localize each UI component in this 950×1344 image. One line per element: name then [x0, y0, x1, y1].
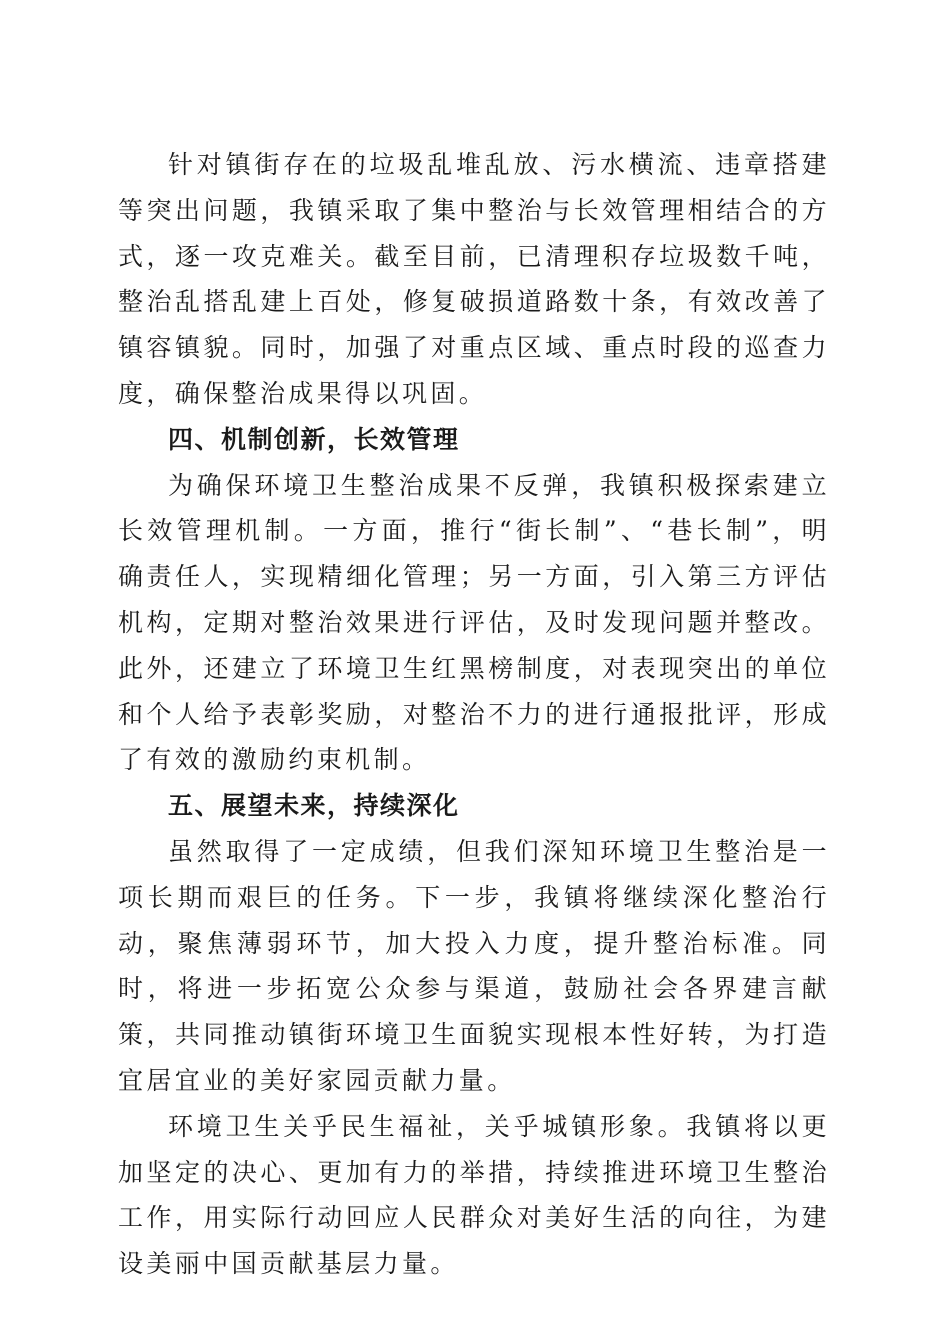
section-heading-mechanism: 四、机制创新，长效管理 — [168, 424, 460, 454]
body-paragraph-outlook: 虽然取得了一定成绩，但我们深知环境卫生整治是一项长期而艰巨的任务。下一步，我镇将继续深化整治行动，聚焦薄弱环节，加大投入力度，提升整治标准。同时，将进一步拓宽公众参与渠道，鼓励社会各界建言献策，共同推动镇街环境卫生面貌实现根本性好转，为打造宜居宜业的美好家园贡献力量。 — [118, 836, 830, 1095]
section-heading-outlook: 五、展望未来，持续深化 — [168, 791, 460, 821]
body-paragraph-mechanism: 为确保环境卫生整治成果不反弹，我镇积极探索建立长效管理机制。一方面，推行“街长制”、“巷长制”，明确责任人，实现精细化管理；另一方面，引入第三方评估机构，定期对整治效果进行评估，及时发现问题并整改。此外，还建立了环境卫生红黑榜制度，对表现突出的单位和个人给予表彰奖励，对整治不力的进行通报批评，形成了有效的激励约束机制。 — [118, 470, 830, 775]
body-paragraph-conclusion: 环境卫生关乎民生福祉，关乎城镇形象。我镇将以更加坚定的决心、更加有力的举措，持续推进环境卫生整治工作，用实际行动回应人民群众对美好生活的向往，为建设美丽中国贡献基层力量。 — [118, 1111, 830, 1279]
body-paragraph-rectification: 针对镇街存在的垃圾乱堆乱放、污水横流、违章搭建等突出问题，我镇采取了集中整治与长效管理相结合的方式，逐一攻克难关。截至目前，已清理积存垃圾数千吨，整治乱搭乱建上百处，修复破损道路数十条，有效改善了镇容镇貌。同时，加强了对重点区域、重点时段的巡查力度，确保整治成果得以巩固。 — [118, 150, 830, 408]
document-page — [118, 142, 830, 1287]
